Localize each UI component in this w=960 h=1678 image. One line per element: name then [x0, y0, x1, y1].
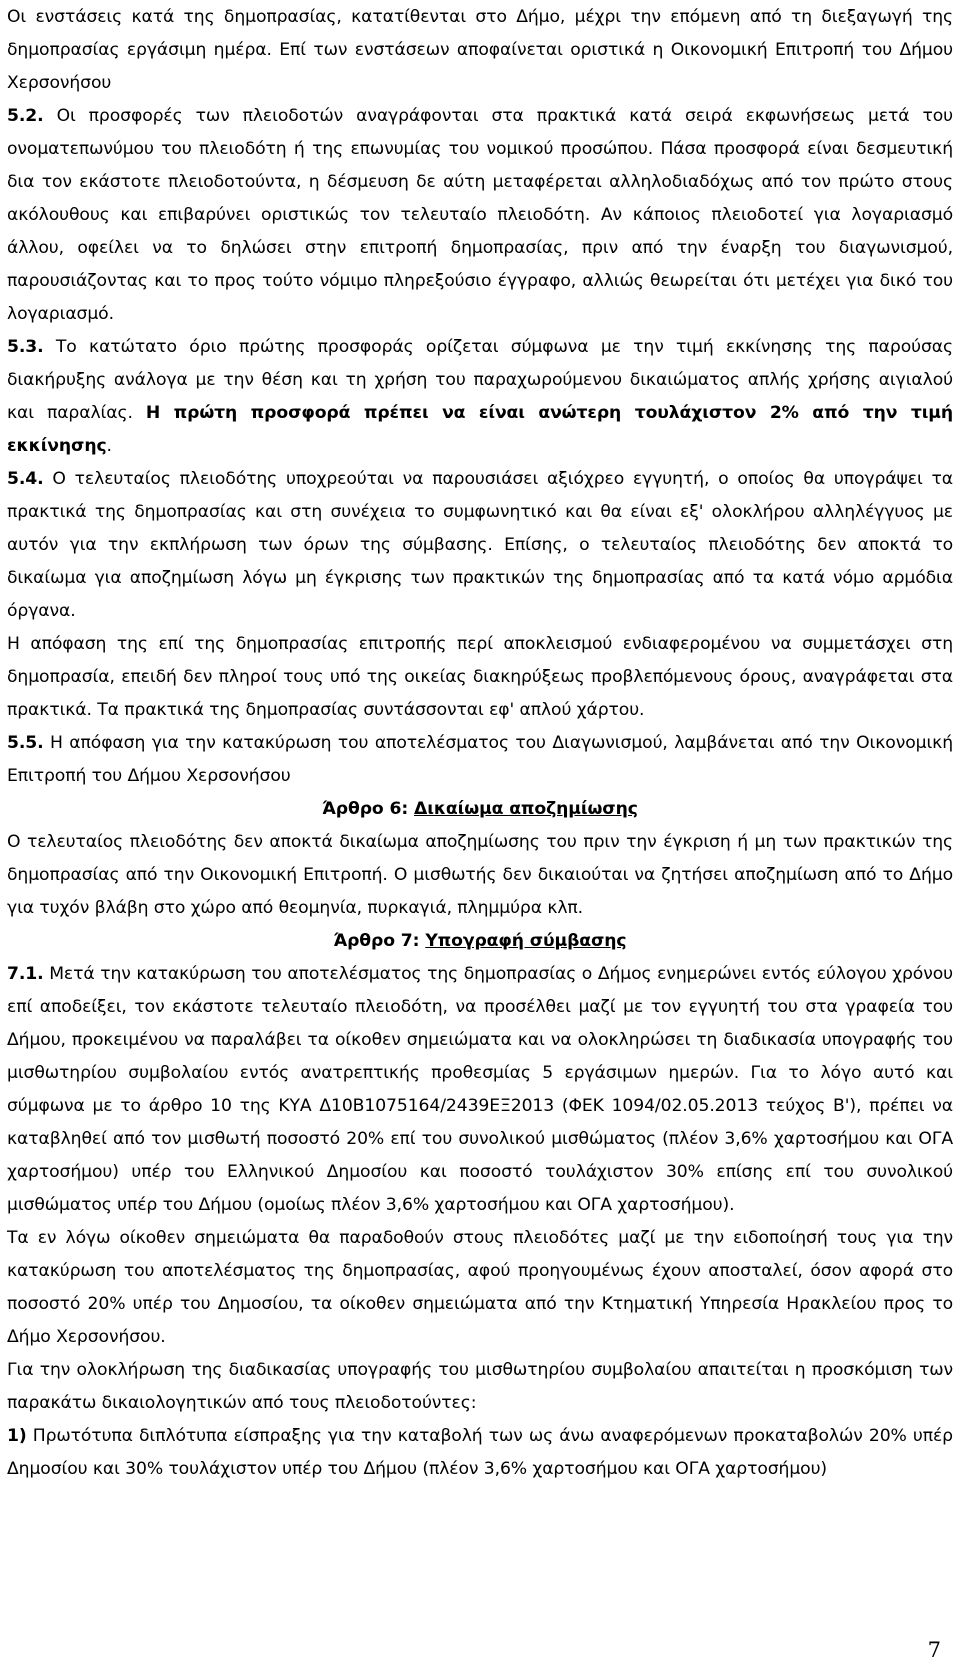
section-number: 5.3. [7, 337, 44, 357]
section-5-2 [7, 100, 953, 331]
article-label: Άρθρο 7: [333, 931, 420, 951]
paragraph-exclusion: Η απόφαση της επί της δημοπρασίας επιτροπής περί αποκλεισμού ενδιαφερομένου να συμμετάσχει στη δημοπρασία, επειδή δεν πληροί τους υπό της οικείας διακηρύξεως προβλεπόμενους όρους, αναγράφεται στα πρακτικά. Τα πρακτικά της δημοπρασίας συντάσσονται εφ' απλού χάρτου. [7, 634, 953, 720]
list-item-1 [7, 1420, 953, 1486]
article-title: Δικαίωμα αποζημίωσης [414, 799, 638, 819]
article-6-text: Ο τελευταίος πλειοδότης δεν αποκτά δικαίωμα αποζημίωσης του πριν την έγκριση ή μη των πρακτικών της δημοπρασίας από την Οικονομική Επιτροπή. Ο μισθωτής δεν δικαιούται να ζητήσει αποζημίωση από το Δήμο για τυχόν βλάβη στο χώρο από θεομηνία, πυρκαγιά, πλημμύρα κλπ. [7, 832, 953, 918]
article-title: Υπογραφή σύμβασης [425, 931, 627, 951]
list-item-text: Πρωτότυπα διπλότυπα είσπραξης για την καταβολή των ως άνω αναφερόμενων προκαταβολών 20% υπέρ Δημοσίου και 30% τουλάχιστον υπέρ του Δήμου (πλέον 3,6% χαρτοσήμου και ΟΓΑ χαρτοσήμου) [7, 1426, 953, 1479]
section-number: 5.5. [7, 733, 44, 753]
section-text: Μετά την κατακύρωση του αποτελέσματος της δημοπρασίας ο Δήμος ενημερώνει εντός εύλογου χρόνου επί αποδείξει, τον εκάστοτε τελευταίο πλειοδότη, να προσέλθει μαζί με τον εγγυητή του στα γραφεία του Δήμου, προκειμένου να παραλάβει τα οίκοθεν σημειώματα και να ολοκληρώσει τη διαδικασία υπογραφής του μισθωτηρίου συμβολαίου εντός ανατρεπτικής προθεσμίας 5 εργάσιμων ημερών. Για το λόγο αυτό και σύμφωνα με το άρθρο 10 της ΚΥΑ Δ10Β1075164/2439ΕΞ2013 (ΦΕΚ 1094/02.05.2013 τεύχος Β'), πρέπει να καταβληθεί από τον μισθωτή ποσοστό 20% επί του συνολικού μισθώματος (πλέον 3,6% χαρτοσήμου και ΟΓΑ χαρτοσήμου) υπέρ του Ελληνικού Δημοσίου και ποσοστό τουλάχιστον 30% επίσης επί του συνολικού μισθώματος υπέρ του Δήμου (ομοίως πλέον 3,6% χαρτοσήμου και ΟΓΑ χαρτοσήμου). [7, 964, 953, 1215]
paragraph-documents: Για την ολοκλήρωση της διαδικασίας υπογραφής του μισθωτηρίου συμβολαίου απαιτείται η προσκόμιση των παρακάτω δικαιολογητικών από τους πλειοδοτούντες: [7, 1360, 953, 1413]
section-5-4 [7, 463, 953, 628]
paragraph-objections: Οι ενστάσεις κατά της δημοπρασίας, κατατίθενται στο Δήμο, μέχρι την επόμενη από τη διεξαγωγή της δημοπρασίας εργάσιμη ημέρα. Επί των ενστάσεων αποφαίνεται οριστικά η Οικονομική Επιτροπή του Δήμου Χερσονήσου [7, 7, 953, 93]
page-number: 7 [927, 1638, 941, 1662]
list-item-number: 1) [7, 1426, 27, 1446]
document-page [7, 1, 953, 1486]
section-number: 5.4. [7, 469, 44, 489]
paragraph-delivery: Τα εν λόγω οίκοθεν σημειώματα θα παραδοθούν στους πλειοδότες μαζί με την ειδοποίησή τους για την κατακύρωση του αποτελέσματος της δημοπρασίας, αφού προηγουμένως έχουν αποσταλεί, όσον αφορά στο ποσοστό 20% υπέρ του Δημοσίου, τα οίκοθεν σημειώματα από την Κτηματική Υπηρεσία Ηρακλείου προς το Δήμο Χερσονήσου. [7, 1228, 953, 1347]
section-5-5 [7, 727, 953, 793]
section-text: Η απόφαση για την κατακύρωση του αποτελέσματος του Διαγωνισμού, λαμβάνεται από την Οικονομική Επιτροπή του Δήμου Χερσονήσου [7, 733, 953, 786]
section-text: Το κατώτατο όριο πρώτης προσφοράς ορίζεται σύμφωνα με την τιμή εκκίνησης της παρούσας διακήρυξης ανάλογα με την θέση και τη χρήση του παραχωρούμενου δικαιώματος απλής χρήσης αιγιαλού και παραλίας. [7, 337, 953, 423]
section-5-3 [7, 331, 953, 463]
article-7-heading [7, 925, 953, 958]
article-6-heading [7, 793, 953, 826]
article-label: Άρθρο 6: [322, 799, 409, 819]
section-number: 7.1. [7, 964, 44, 984]
section-text: Οι προσφορές των πλειοδοτών αναγράφονται στα πρακτικά κατά σειρά εκφωνήσεως μετά του ονοματεπωνύμου του πλειοδότη ή της επωνυμίας του νομικού προσώπου. Πάσα προσφορά είναι δεσμευτική δια τον εκάστοτε πλειοδοτούντα, η δέσμευση δε αύτη μεταφέρεται αλληλοδιαδόχως από τον πρώτο στους ακόλουθους και επιβαρύνει οριστικώς τον τελευταίο πλειοδότη. Αν κάποιος πλειοδοτεί για λογαριασμό άλλου, οφείλει να το δηλώσει στην επιτροπή δημοπρασίας, πριν από την έναρξη του διαγωνισμού, παρουσιάζοντας και το προς τούτο νόμιμο πληρεξούσιο έγγραφο, αλλιώς θεωρείται ότι μετέχει για δικό του λογαριασμό. [7, 106, 953, 324]
section-7-1 [7, 958, 953, 1222]
section-number: 5.2. [7, 106, 44, 126]
section-text: Ο τελευταίος πλειοδότης υποχρεούται να παρουσιάσει αξιόχρεο εγγυητή, ο οποίος θα υπογράψει τα πρακτικά της δημοπρασίας και στη συνέχεια το συμφωνητικό και θα είναι εξ' ολοκλήρου αλληλέγγυος με αυτόν για την εκπλήρωση των όρων της σύμβασης. Επίσης, ο τελευταίος πλειοδότης δεν αποκτά το δικαίωμα για αποζημίωση λόγω μη έγκρισης των πρακτικών της δημοπρασίας από τα κατά νόμο αρμόδια όργανα. [7, 469, 953, 621]
section-bold-text: Η πρώτη προσφορά πρέπει να είναι ανώτερη τουλάχιστον 2% από την τιμή εκκίνησης [7, 403, 953, 456]
section-text-end: . [106, 436, 112, 456]
